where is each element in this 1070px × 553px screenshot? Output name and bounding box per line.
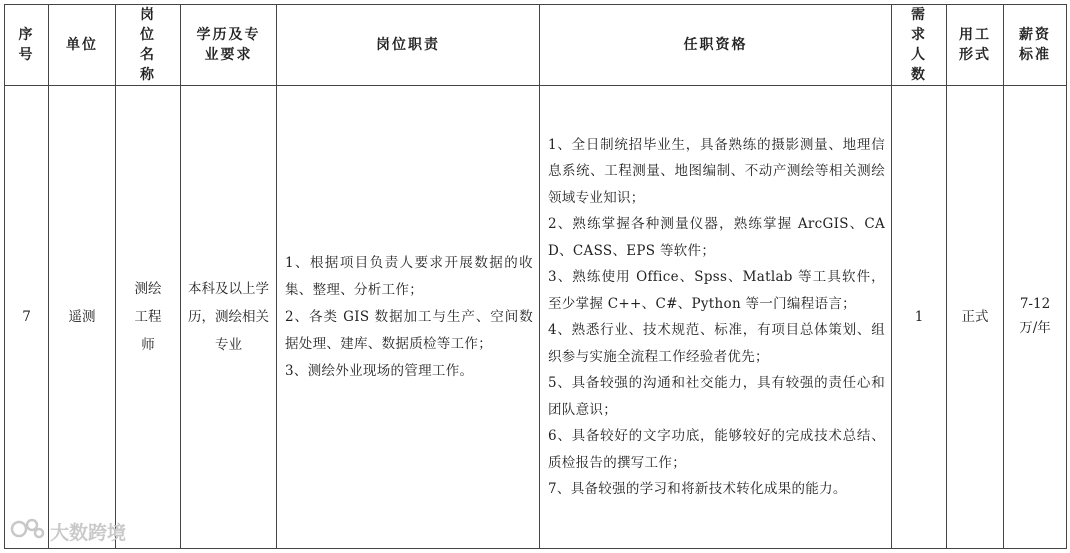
qualification-item: 1、全日制统招毕业生，具备熟练的摄影测量、地理信息系统、工程测量、地图编制、不动产测绘等相关测绘领域专业知识； <box>548 136 885 206</box>
cell-employment-type: 正式 <box>947 86 1004 549</box>
duty-item: 2、各类 GIS 数据加工与生产、空间数据处理、建库、数据质检等工作； <box>285 308 533 352</box>
qualification-item: 7、具备较强的学习和将新技术转化成果的能力。 <box>548 481 847 497</box>
cell-unit: 遥测 <box>49 86 116 549</box>
header-no: 序号 <box>5 5 49 86</box>
watermark-text: 大数跨境 <box>50 521 127 544</box>
cell-headcount: 1 <box>892 86 947 549</box>
header-qualifications: 任职资格 <box>540 5 892 86</box>
qualification-item: 4、熟悉行业、技术规范、标准，有项目总体策划、组织参与实施全流程工作经验者优先； <box>548 322 885 365</box>
cell-education: 本科及以上学历，测绘相关专业 <box>181 86 277 549</box>
cell-no: 7 <box>5 86 49 549</box>
table-row <box>5 86 1067 549</box>
qualification-item: 2、熟练掌握各种测量仪器，熟练掌握 ArcGIS、CAD、CASS、EPS 等软件； <box>548 216 885 259</box>
table-header-row <box>5 5 1067 86</box>
qualification-item: 3、熟练使用 Office、Spss、Matlab 等工具软件，至少掌握 C++、C#、Python 等一门编程语言； <box>548 269 885 312</box>
header-unit: 单位 <box>49 5 116 86</box>
header-salary: 薪资标准 <box>1004 5 1067 86</box>
cell-duties <box>277 86 540 549</box>
qualification-item: 5、具备较强的沟通和社交能力，具有较强的责任心和团队意识； <box>548 375 885 418</box>
header-employment-type: 用工形式 <box>947 5 1004 86</box>
cell-position: 测绘工程师 <box>116 86 181 549</box>
duty-item: 1、根据项目负责人要求开展数据的收集、整理、分析工作； <box>285 254 533 298</box>
cell-salary: 7-12万/年 <box>1004 86 1067 549</box>
cell-qualifications <box>540 86 892 549</box>
header-education: 学历及专业要求 <box>181 5 277 86</box>
job-requirements-table <box>4 4 1067 549</box>
header-headcount: 需求人数 <box>892 5 947 86</box>
duty-item: 3、测绘外业现场的管理工作。 <box>285 362 474 379</box>
qualification-item: 6、具备较好的文字功底，能够较好的完成技术总结、质检报告的撰写工作； <box>548 428 885 471</box>
header-position: 岗位名称 <box>116 5 181 86</box>
header-duties: 岗位职责 <box>277 5 540 86</box>
